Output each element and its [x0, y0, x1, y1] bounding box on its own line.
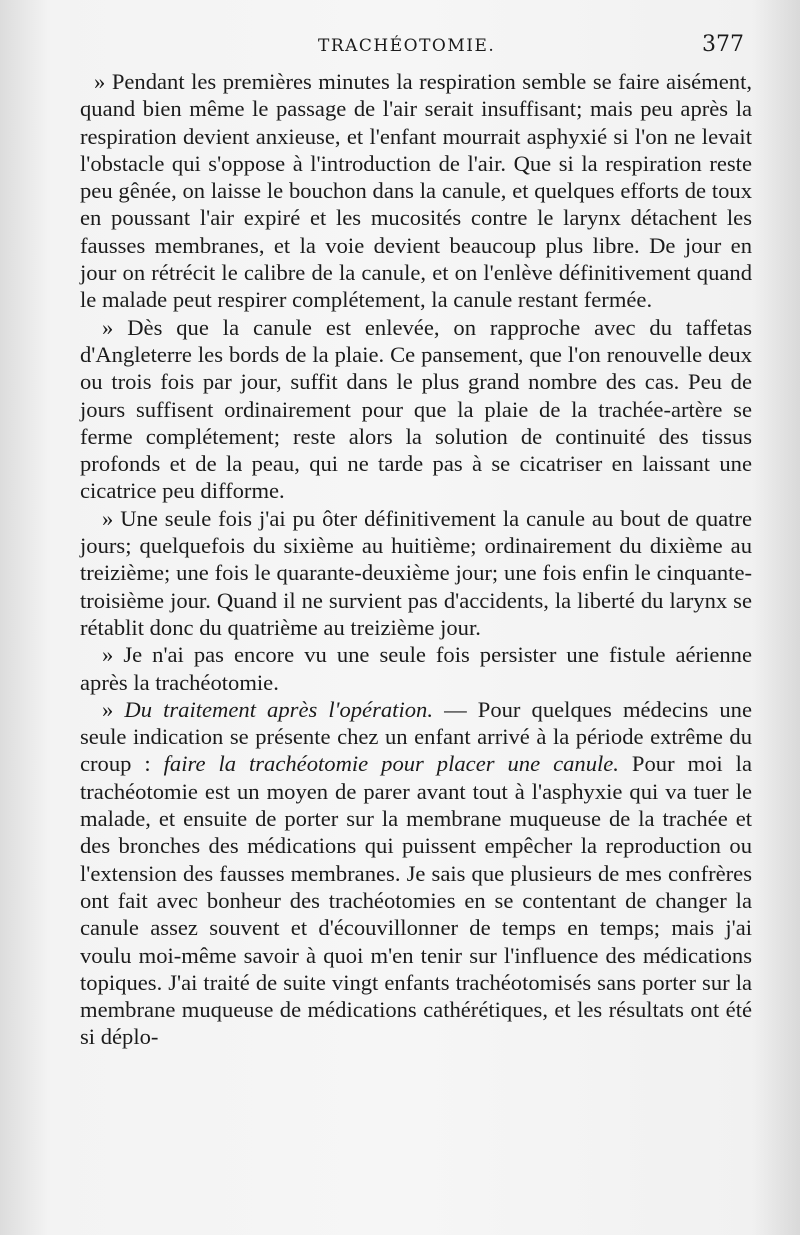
- paragraph-lead: »: [102, 314, 128, 340]
- paragraph-text: Je n'ai pas encore vu une seule fois persister une fistule aérienne après la trachéotomie.: [80, 642, 753, 695]
- italic-emphasis: faire la trachéotomie pour placer une canule.: [163, 751, 619, 777]
- running-head: TRACHÉOTOMIE.: [318, 36, 496, 56]
- paragraph-text: Dès que la canule est enlevée, on rapproche avec du taffetas d'Angleterre les bords de la plaie. Ce pansement, que l'on renouvelle deux ou trois fois par jour, suffit dans le plus grand nombre des cas. Peu de jours suffisent ordinairement pour que la plaie de la trachée-artère se ferme complétement; reste alors la solution de continuité des tissus profonds et de la peau, qui ne tarde pas à se cicatriser en laissant une cicatrice peu difforme.: [80, 314, 752, 504]
- page-header: [80, 30, 752, 64]
- paragraph-text: Pendant les premières minutes la respiration semble se faire aisément, quand bien même le passage de l'air serait insuffisant; mais peu après la respiration devient anxieuse, et l'enfant mourrait asphyxié si l'on ne levait l'obstacle qui s'oppose à l'introduction de l'air. Que si la respiration reste peu gênée, on laisse le bouchon dans la canule, et quelques efforts de toux en poussant l'air expiré et les mucosités contre le larynx détachent les fausses membranes, et la voie devient beaucoup plus libre. De jour en jour on rétrécit le calibre de la canule, et on l'enlève définitivement quand le malade peut respirer complétement, la canule restant fermée.: [80, 69, 752, 313]
- page-number: 377: [702, 32, 744, 57]
- paragraph-3: [80, 505, 752, 641]
- body-text: [80, 68, 752, 1051]
- paragraph-lead: »: [102, 505, 121, 531]
- section-heading-italic: Du traitement après l'opération.: [124, 696, 433, 722]
- paragraph-5: [80, 696, 752, 1051]
- paragraph-lead: »: [102, 696, 125, 722]
- paragraph-text: — Pour quelques médecins une seule indication se présente chez un enfant arrivé à la période extrême du croup :: [80, 696, 752, 777]
- paragraph-text: Une seule fois j'ai pu ôter définitivement la canule au bout de quatre jours; quelquefois du sixième au huitième; ordinairement du dixième au treizième; une fois le quarante-deuxième jour; une fois enfin le cinquante-troisième jour. Quand il ne survient pas d'accidents, la liberté du larynx se rétablit donc du quatrième au treizième jour.: [80, 505, 752, 640]
- paragraph-4: [80, 641, 752, 696]
- paragraph-2: [80, 314, 752, 505]
- paragraph-text: Pour moi la trachéotomie est un moyen de parer avant tout à l'asphyxie qui va tuer le malade, et ensuite de porter sur la membrane muqueuse de la trachée et des bronches des médications qui puissent empêcher la reproduction ou l'extension des fausses membranes. Je sais que plusieurs de mes confrères ont fait avec bonheur des trachéotomies en se contentant de changer la canule assez souvent et d'écouvillonner de temps en temps; mais j'ai voulu moi-même savoir à quoi m'en tenir sur l'influence des médications topiques. J'ai traité de suite vingt enfants trachéotomisés sans porter sur la membrane muqueuse de médications cathérétiques, et les résultats ont été si déplo-: [80, 751, 752, 1050]
- paragraph-1: [80, 68, 752, 314]
- paragraph-lead: »: [102, 642, 124, 668]
- paragraph-lead: »: [94, 69, 112, 94]
